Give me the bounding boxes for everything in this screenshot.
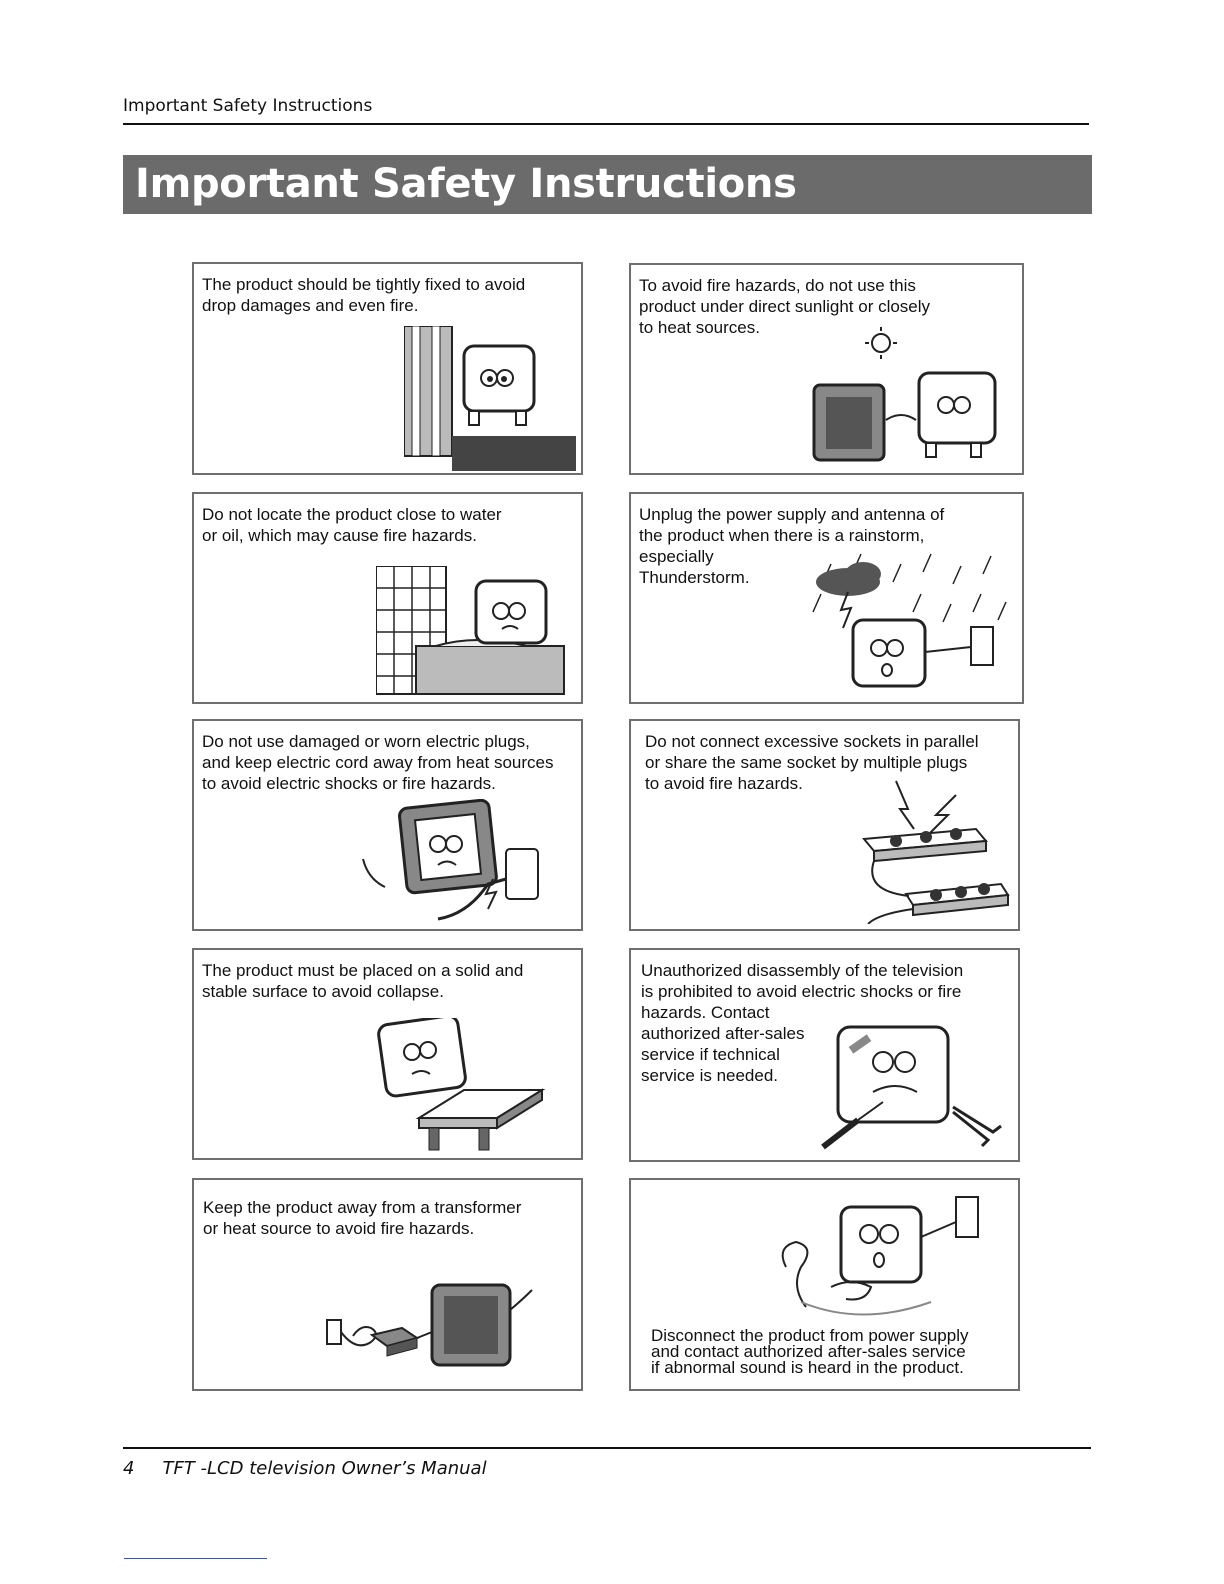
tv-damaged-plug-icon: [358, 799, 548, 927]
overloaded-power-strip-icon: [856, 779, 1016, 924]
safety-card-transformer: [192, 1178, 583, 1391]
safety-card-water: [192, 492, 583, 704]
title-banner: [123, 155, 1092, 214]
tv-abnormal-sound-icon: [771, 1192, 991, 1322]
safety-card-sockets: [629, 719, 1020, 931]
safety-card-text: The product should be tightly fixed to avoid drop damages and even fire.: [202, 275, 526, 315]
safety-card-text: Keep the product away from a transformer or heat source to avoid fire hazards.: [203, 1198, 522, 1238]
footer-divider: [123, 1447, 1091, 1449]
safety-card-tight-fix: [192, 262, 583, 475]
tv-disassembly-tools-icon: [813, 1022, 1013, 1157]
tv-near-water-icon: [376, 566, 566, 698]
page-footer: [123, 1458, 487, 1479]
tv-thunderstorm-icon: [803, 552, 1013, 702]
header-divider: [123, 123, 1089, 125]
safety-card-text: The product must be placed on a solid and stable surface to avoid collapse.: [202, 961, 524, 1001]
safety-card-sunlight: [629, 263, 1024, 475]
tv-near-heater-icon: [811, 325, 1011, 465]
safety-card-thunderstorm: [629, 492, 1024, 704]
page-title: Important Safety Instructions: [135, 161, 797, 207]
safety-card-stable-surface: [192, 948, 583, 1160]
safety-card-text: Do not connect excessive sockets in parallel or share the same socket by multiple plugs to avoid fire hazards.: [645, 732, 979, 793]
safety-card-abnormal-sound: [629, 1178, 1020, 1391]
tv-on-edge-icon: [404, 326, 576, 471]
tv-unstable-table-icon: [374, 1018, 554, 1158]
safety-card-text: Do not use damaged or worn electric plugs, and keep electric cord away from heat sources to avoid electric shocks or fire hazards.: [202, 732, 554, 793]
page-number: 4: [123, 1458, 135, 1479]
safety-card-text: To avoid fire hazards, do not use this product under direct sunlight or closely to heat sources.: [639, 276, 931, 337]
safety-card-text: Disconnect the product from power supply and contact authorized after-sales service if abnormal sound is heard in the product.: [651, 1326, 969, 1377]
bottom-underline: [124, 1558, 267, 1559]
running-header: Important Safety Instructions: [123, 96, 373, 116]
tv-near-transformer-icon: [322, 1280, 542, 1380]
manual-title: TFT -LCD television Owner’s Manual: [162, 1458, 487, 1479]
safety-card-text: Unplug the power supply and antenna of the product when there is a rainstorm, especially Thunderstorm.: [639, 505, 945, 587]
safety-card-text: Do not locate the product close to water or oil, which may cause fire hazards.: [202, 505, 502, 545]
safety-card-text: Unauthorized disassembly of the television is prohibited to avoid electric shocks or fire hazards. Contact authorized after-sales service if technical service is needed.: [641, 961, 964, 1085]
safety-card-disassembly: [629, 948, 1020, 1162]
safety-card-damaged-plug: [192, 719, 583, 931]
